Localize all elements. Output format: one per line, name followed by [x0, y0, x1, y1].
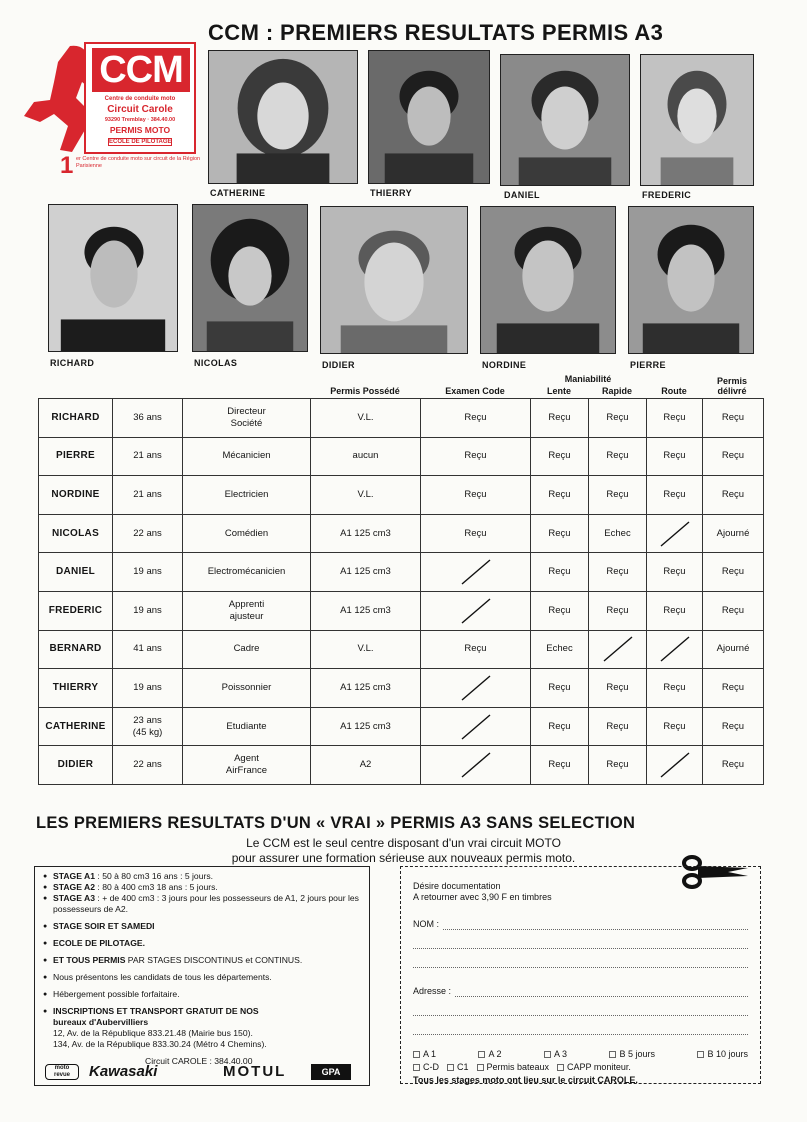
row-name: BERNARD	[39, 630, 113, 669]
row-rapide: Reçu	[589, 476, 647, 515]
logo-line-5: ECOLE DE PILOTAGE	[109, 139, 172, 145]
ecole-pilotage: ● ECOLE DE PILOTAGE.	[43, 938, 361, 949]
row-permis: A1 125 cm3	[311, 591, 421, 630]
not-applicable-slash-icon	[458, 751, 494, 779]
bureaux: bureaux d'Aubervilliers	[53, 1017, 149, 1027]
photo-name: THIERRY	[370, 188, 412, 198]
headline: LES PREMIERS RESULTATS D'UN « VRAI » PERMIS A3 SANS SELECTION	[36, 814, 636, 832]
row-rapide: Reçu	[589, 746, 647, 785]
row-age-line: 41 ans	[133, 643, 162, 655]
row-job-line: Agent	[234, 753, 259, 765]
option-checkbox[interactable]	[478, 1051, 485, 1058]
row-permis: V.L.	[311, 476, 421, 515]
row-route: Reçu	[647, 553, 703, 592]
row-rapide: Reçu	[589, 669, 647, 708]
option-label: Permis bateaux	[486, 1062, 550, 1072]
option-checkbox[interactable]	[557, 1064, 564, 1071]
row-age-line: 21 ans	[133, 450, 162, 462]
header-permis-delivre-line1: Permis	[716, 376, 748, 386]
row-job-line: Cadre	[233, 643, 260, 655]
option-label: A 1	[423, 1049, 437, 1059]
row-delivre: Reçu	[703, 437, 764, 476]
row-rapide: Reçu	[589, 437, 647, 476]
row-age-line: 22 ans	[133, 527, 162, 539]
row-code	[421, 591, 531, 630]
subline-2: pour assurer une formation sérieuse aux nouveaux permis moto.	[231, 851, 576, 865]
row-code: Reçu	[421, 514, 531, 553]
logo-line-2: Circuit Carole	[107, 104, 173, 115]
row-delivre: Reçu	[703, 553, 764, 592]
option-label: A 3	[553, 1049, 567, 1059]
photo-nicolas	[192, 204, 308, 352]
nom-line-3[interactable]	[413, 957, 748, 968]
gpa-logo: GPA	[311, 1064, 351, 1080]
nom-line-2[interactable]	[413, 938, 748, 949]
row-age	[113, 746, 183, 785]
row-code	[421, 707, 531, 746]
row-delivre: Reçu	[703, 399, 764, 438]
row-route	[647, 630, 703, 669]
tous-permis	[43, 955, 361, 966]
not-applicable-slash-icon	[458, 597, 494, 625]
option-checkbox[interactable]	[697, 1051, 704, 1058]
motul-logo: MOTUL	[223, 1063, 287, 1080]
row-delivre: Reçu	[703, 476, 764, 515]
table-row	[39, 553, 764, 592]
stage-a1	[43, 871, 361, 882]
row-lente: Reçu	[531, 399, 589, 438]
not-applicable-slash-icon	[458, 713, 494, 741]
photo-catherine	[208, 50, 358, 184]
row-age	[113, 591, 183, 630]
tous-permis-label: ET TOUS PERMIS	[53, 955, 126, 965]
photo-frederic	[640, 54, 754, 186]
row-age-line: 19 ans	[133, 566, 162, 578]
option-label: A 2	[488, 1049, 502, 1059]
photo-name: DIDIER	[322, 360, 355, 370]
row-job-line: Apprenti	[228, 598, 265, 610]
row-rapide: Reçu	[589, 591, 647, 630]
row-job	[183, 437, 311, 476]
photo-name: FREDERIC	[642, 190, 692, 200]
option-checkbox[interactable]	[413, 1064, 420, 1071]
header-examen-code: Examen Code	[445, 386, 505, 396]
moto-revue-logo: moto revue	[45, 1064, 79, 1080]
row-code	[421, 553, 531, 592]
tous-permis-text: PAR STAGES DISCONTINUS et CONTINUS.	[125, 955, 303, 965]
row-permis: aucun	[311, 437, 421, 476]
option-b10[interactable]	[697, 1049, 748, 1060]
adresse-field[interactable]	[413, 986, 748, 997]
table-row	[39, 514, 764, 553]
photo-name: NICOLAS	[194, 358, 238, 368]
row-route	[647, 514, 703, 553]
row-permis: A2	[311, 746, 421, 785]
option-label: CAPP moniteur.	[567, 1062, 631, 1072]
row-permis: A1 125 cm3	[311, 553, 421, 592]
row-lente: Reçu	[531, 514, 589, 553]
row-rapide: Reçu	[589, 553, 647, 592]
row-delivre: Reçu	[703, 746, 764, 785]
subline-1: Le CCM est le seul centre disposant d'un vrai circuit MOTO	[246, 836, 561, 850]
photo-richard	[48, 204, 178, 352]
option-label: B 10 jours	[707, 1049, 748, 1059]
table-row	[39, 591, 764, 630]
stage-a3-text: : + de 400 cm3 : 3 jours pour les possesseurs de A1, 2 jours pour les possesseurs de A2.	[53, 893, 359, 914]
row-job-extra: AirFrance	[225, 765, 268, 777]
row-name: NORDINE	[39, 476, 113, 515]
row-lente: Reçu	[531, 476, 589, 515]
row-job-line: Etudiante	[226, 720, 267, 732]
row-job-line: Mécanicien	[222, 450, 271, 462]
row-job-line: Electricien	[224, 488, 269, 500]
row-lente: Reçu	[531, 437, 589, 476]
row-route: Reçu	[647, 669, 703, 708]
row-code: Reçu	[421, 399, 531, 438]
table-row	[39, 437, 764, 476]
photo-nordine	[480, 206, 616, 354]
logo-tagline: er Centre de conduite moto sur circuit de la Région Parisienne	[76, 156, 201, 169]
nom-label: NOM :	[413, 919, 439, 929]
option-a2[interactable]	[478, 1049, 501, 1060]
row-route: Reçu	[647, 437, 703, 476]
row-job	[183, 476, 311, 515]
coupon-line-2: A retourner avec 3,90 F en timbres	[413, 892, 552, 902]
row-age-line: 22 ans	[133, 759, 162, 771]
row-permis: A1 125 cm3	[311, 707, 421, 746]
adresse-label: Adresse :	[413, 986, 452, 996]
row-age-line: 19 ans	[133, 681, 162, 693]
logo-line-4: PERMIS MOTO	[109, 125, 171, 135]
row-rapide: Reçu	[589, 707, 647, 746]
stage-a2-text: : 80 à 400 cm3 18 ans : 5 jours.	[95, 882, 218, 892]
row-rapide	[589, 630, 647, 669]
row-name: FREDERIC	[39, 591, 113, 630]
row-name: RICHARD	[39, 399, 113, 438]
header-maniabilite: Maniabilité	[564, 374, 612, 384]
option-label: B 5 jours	[619, 1049, 655, 1059]
logo-number: 1	[60, 152, 74, 179]
option-bateaux[interactable]	[477, 1062, 550, 1073]
not-applicable-slash-icon	[458, 674, 494, 702]
not-applicable-slash-icon	[657, 751, 693, 779]
option-checkbox[interactable]	[609, 1051, 616, 1058]
row-lente: Reçu	[531, 669, 589, 708]
option-checkbox[interactable]	[544, 1051, 551, 1058]
option-a1[interactable]	[413, 1049, 436, 1060]
row-job-line: Comédien	[224, 527, 269, 539]
not-applicable-slash-icon	[657, 520, 693, 548]
photo-pierre	[628, 206, 754, 354]
row-route: Reçu	[647, 591, 703, 630]
table-row	[39, 630, 764, 669]
table-row	[39, 399, 764, 438]
option-label: C1	[457, 1062, 469, 1072]
row-job	[183, 669, 311, 708]
row-name: DIDIER	[39, 746, 113, 785]
logo-ccm-text: CCM	[92, 48, 190, 92]
table-row	[39, 746, 764, 785]
row-permis: A1 125 cm3	[311, 669, 421, 708]
photo-name: NORDINE	[482, 360, 527, 370]
adresse-line-2[interactable]	[413, 1005, 748, 1016]
row-permis: A1 125 cm3	[311, 514, 421, 553]
nom-line[interactable]	[443, 919, 748, 930]
row-age-line: 23 ans	[133, 714, 162, 726]
row-age-line: 21 ans	[133, 488, 162, 500]
option-c1[interactable]	[447, 1062, 469, 1073]
row-job	[183, 707, 311, 746]
stage-a3	[43, 893, 361, 915]
row-route	[647, 746, 703, 785]
header-permis-delivre-line2: délivré	[717, 386, 747, 396]
row-route: Reçu	[647, 399, 703, 438]
row-name: NICOLAS	[39, 514, 113, 553]
circuit-phone: Circuit CAROLE : 384.40.00	[145, 1056, 253, 1066]
row-age	[113, 553, 183, 592]
hebergement: ● Hébergement possible forfaitaire.	[43, 989, 361, 1000]
row-rapide: Echec	[589, 514, 647, 553]
header-lente: Lente	[546, 386, 571, 396]
row-age	[113, 630, 183, 669]
stage-a2	[43, 882, 361, 893]
adresse-line-3[interactable]	[413, 1024, 748, 1035]
row-name: CATHERINE	[39, 707, 113, 746]
photo-thierry	[368, 50, 490, 184]
coupon-options-1	[413, 1049, 748, 1060]
nom-field[interactable]	[413, 919, 748, 930]
row-age	[113, 476, 183, 515]
row-permis: V.L.	[311, 399, 421, 438]
sponsor-bar	[45, 1058, 361, 1080]
row-lente: Reçu	[531, 707, 589, 746]
row-delivre: Ajourné	[703, 514, 764, 553]
stage-a1-label: STAGE A1	[53, 871, 96, 881]
header-permis-delivre	[702, 376, 762, 396]
row-delivre: Reçu	[703, 707, 764, 746]
stage-a3-label: STAGE A3	[53, 893, 96, 903]
results-table	[38, 398, 764, 785]
info-box	[34, 866, 370, 1086]
row-job-extra: Société	[230, 417, 263, 429]
option-label: C-D	[423, 1062, 439, 1072]
kawasaki-logo: Kawasaki	[89, 1063, 158, 1080]
row-lente: Echec	[531, 630, 589, 669]
header-rapide: Rapide	[601, 386, 632, 396]
row-code: Reçu	[421, 476, 531, 515]
row-age	[113, 514, 183, 553]
row-lente: Reçu	[531, 746, 589, 785]
option-cd[interactable]	[413, 1062, 439, 1073]
row-job-line: Poissonnier	[221, 681, 272, 693]
option-checkbox[interactable]	[413, 1051, 420, 1058]
option-checkbox[interactable]	[447, 1064, 454, 1071]
row-age	[113, 437, 183, 476]
row-code	[421, 669, 531, 708]
row-delivre: Reçu	[703, 591, 764, 630]
table-row	[39, 476, 764, 515]
row-name: PIERRE	[39, 437, 113, 476]
address-1: 12, Av. de la République 833.21.48 (Mairie bus 150).	[53, 1028, 253, 1038]
row-job	[183, 591, 311, 630]
row-job-line: Directeur	[227, 405, 266, 417]
photo-name: RICHARD	[50, 358, 95, 368]
photo-name: CATHERINE	[210, 188, 266, 198]
row-job	[183, 746, 311, 785]
ccm-logo	[84, 42, 196, 154]
row-code: Reçu	[421, 630, 531, 669]
row-job	[183, 630, 311, 669]
not-applicable-slash-icon	[458, 558, 494, 586]
row-job-line: Electromécanicien	[207, 566, 286, 578]
table-row	[39, 669, 764, 708]
row-age-extra: (45 kg)	[132, 726, 163, 738]
photo-name: PIERRE	[630, 360, 666, 370]
header-permis-possede: Permis Possédé	[330, 386, 400, 396]
coupon-options-2	[413, 1062, 748, 1073]
coupon-footer: Tous les stages moto ont lieu sur le circuit CAROLE.	[413, 1075, 638, 1085]
adresse-line[interactable]	[455, 986, 748, 997]
row-rapide: Reçu	[589, 399, 647, 438]
stage-a2-label: STAGE A2	[53, 882, 96, 892]
logo-line-3: 93290 Tremblay · 384.40.00	[104, 117, 176, 123]
coupon-line-1: Désire documentation	[413, 881, 501, 891]
address-2: 134, Av. de la République 833.30.24 (Métro 4 Chemins).	[53, 1039, 267, 1049]
order-coupon[interactable]	[400, 866, 761, 1084]
row-lente: Reçu	[531, 591, 589, 630]
option-a3[interactable]	[544, 1049, 567, 1060]
header-route: Route	[661, 386, 687, 396]
row-route: Reçu	[647, 476, 703, 515]
photo-didier	[320, 206, 468, 354]
row-name: THIERRY	[39, 669, 113, 708]
row-job	[183, 514, 311, 553]
logo-line-1: Centre de conduite moto	[104, 96, 176, 102]
stage-a1-text: : 50 à 80 cm3 16 ans : 5 jours.	[95, 871, 214, 881]
row-job	[183, 553, 311, 592]
row-lente: Reçu	[531, 553, 589, 592]
row-age	[113, 707, 183, 746]
row-age-line: 36 ans	[133, 411, 162, 423]
row-age-line: 19 ans	[133, 604, 162, 616]
candidats: ● Nous présentons les candidats de tous les départements.	[43, 972, 361, 983]
row-job	[183, 399, 311, 438]
not-applicable-slash-icon	[600, 635, 636, 663]
option-checkbox[interactable]	[477, 1064, 484, 1071]
row-code	[421, 746, 531, 785]
not-applicable-slash-icon	[657, 635, 693, 663]
row-route: Reçu	[647, 707, 703, 746]
table-row	[39, 707, 764, 746]
photo-name: DANIEL	[504, 190, 540, 200]
photo-daniel	[500, 54, 630, 186]
row-permis: V.L.	[311, 630, 421, 669]
row-delivre: Ajourné	[703, 630, 764, 669]
row-job-extra: ajusteur	[229, 610, 264, 622]
option-b5[interactable]	[609, 1049, 655, 1060]
page-title: CCM : PREMIERS RESULTATS PERMIS A3	[208, 20, 664, 45]
row-delivre: Reçu	[703, 669, 764, 708]
inscriptions: ● INSCRIPTIONS ET TRANSPORT GRATUIT DE NOS	[43, 1006, 361, 1017]
row-age	[113, 399, 183, 438]
stage-soir: ● STAGE SOIR ET SAMEDI	[43, 921, 361, 932]
row-age	[113, 669, 183, 708]
row-name: DANIEL	[39, 553, 113, 592]
row-code: Reçu	[421, 437, 531, 476]
option-capp[interactable]	[557, 1062, 631, 1073]
